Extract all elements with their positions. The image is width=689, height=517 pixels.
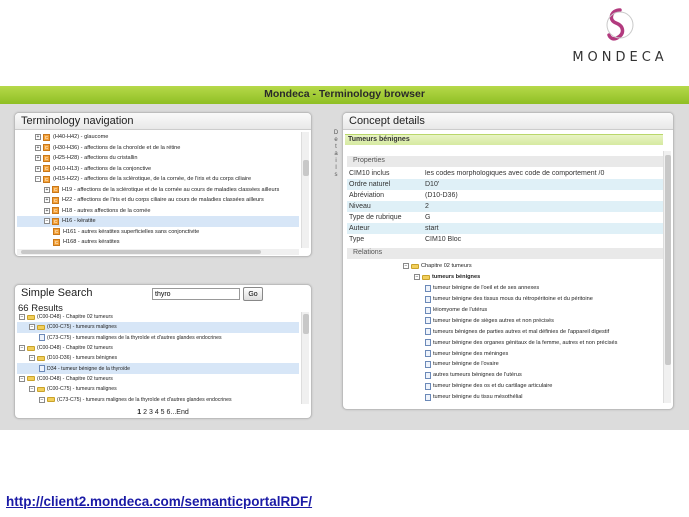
results-count: 66 Results xyxy=(18,303,63,314)
relation-label: tumeur bénigne des tissus mous du rétropéritoine et du péritoine xyxy=(433,296,593,303)
relation-label: tumeur bénigne de l'ovaire xyxy=(433,361,499,368)
property-row xyxy=(347,212,663,223)
tree-row-label: (H40-H42) - glaucome xyxy=(53,134,109,141)
property-row xyxy=(347,168,663,179)
page-current: 1 xyxy=(137,409,142,416)
relations-header[interactable]: Relations xyxy=(347,248,663,259)
relation-label: tumeur bénigne des organes génitaux de la femme, autres et non précisés xyxy=(433,339,618,346)
document-icon xyxy=(425,372,431,379)
relation-row[interactable] xyxy=(403,272,659,283)
relation-row[interactable] xyxy=(403,315,659,326)
relation-label: tumeurs bénignes xyxy=(432,274,481,281)
vertical-scrollbar[interactable] xyxy=(663,151,671,403)
concept-details-panel xyxy=(342,112,674,410)
folder-icon xyxy=(37,325,45,330)
result-row[interactable] xyxy=(17,394,299,404)
property-value: 2 xyxy=(425,203,429,210)
tree-row-label: H168 - autres kératites xyxy=(63,239,120,246)
folder-icon xyxy=(27,376,35,381)
property-value: start xyxy=(425,225,439,232)
result-label: D34 - tumeur bénigne de la thyroïde xyxy=(47,365,131,372)
expand-icon[interactable]: + xyxy=(36,134,40,141)
portal-url-link[interactable]: http://client2.mondeca.com/semanticportalRDF/ xyxy=(6,494,313,509)
collapse-icon[interactable]: + xyxy=(45,207,49,214)
document-icon xyxy=(425,307,431,314)
tree-row[interactable] xyxy=(17,227,299,238)
vertical-scrollbar[interactable] xyxy=(301,132,309,248)
relation-row[interactable] xyxy=(403,337,659,348)
relation-row[interactable] xyxy=(403,305,659,316)
collapse-icon[interactable]: − xyxy=(404,263,408,270)
properties-table xyxy=(347,168,663,245)
concept-icon: C xyxy=(44,155,49,161)
concept-icon: C xyxy=(44,134,49,140)
property-value: D10' xyxy=(425,181,440,188)
property-value: les codes morphologiques avec code de comportement /0 xyxy=(425,170,605,177)
relation-row[interactable] xyxy=(403,392,659,403)
folder-icon xyxy=(27,346,35,351)
page-link[interactable]: 5 xyxy=(160,409,165,416)
concept-name: Tumeurs bénignes xyxy=(345,134,663,145)
page-link[interactable]: 4 xyxy=(154,409,159,416)
result-label: (C00-D48) - Chapitre 02 tumeurs xyxy=(37,314,113,321)
tree-row[interactable] xyxy=(17,206,299,217)
page-link[interactable]: 3 xyxy=(148,409,153,416)
horizontal-scrollbar[interactable] xyxy=(17,249,299,255)
pagination xyxy=(15,409,311,416)
tree-row[interactable] xyxy=(17,216,299,227)
result-label: (C00-C75) - tumeurs malignes xyxy=(47,386,117,393)
property-key: Niveau xyxy=(349,203,371,210)
collapse-icon[interactable]: − xyxy=(30,355,34,362)
terminology-tree xyxy=(17,132,299,248)
app-title: Mondeca - Terminology browser xyxy=(264,88,425,100)
collapse-icon[interactable]: − xyxy=(30,324,34,331)
document-icon xyxy=(425,296,431,303)
tree-row[interactable] xyxy=(17,153,299,164)
panel-title: Concept details xyxy=(343,113,673,130)
tree-row-label: H18 - autres affections de la cornée xyxy=(62,207,151,214)
properties-header[interactable]: Properties xyxy=(347,156,663,167)
property-key: Type xyxy=(349,236,365,243)
result-row[interactable] xyxy=(17,363,299,373)
folder-icon xyxy=(27,315,35,320)
result-row[interactable] xyxy=(17,343,299,353)
tree-row-label: H22 - affections de l'iris et du corps ciliaire au cours de maladies classées ailleurs xyxy=(62,197,264,204)
tree-row-label: (H30-H36) - affections de la choroïde et de la rétine xyxy=(53,144,181,151)
page-link[interactable]: 6 xyxy=(166,409,171,416)
go-button[interactable]: Go xyxy=(243,287,263,301)
concept-icon: C xyxy=(44,145,49,151)
details-collapsed-strip[interactable]: D e t a i l s xyxy=(333,130,339,178)
result-label: (D10-D36) - tumeurs bénignes xyxy=(47,355,118,362)
search-results-list xyxy=(17,312,299,404)
page-link[interactable]: 2 xyxy=(143,409,147,416)
relation-row[interactable] xyxy=(403,381,659,392)
tree-row[interactable] xyxy=(17,185,299,196)
result-label: (C00-D48) - Chapitre 02 tumeurs xyxy=(37,345,113,352)
expand-icon[interactable]: + xyxy=(36,144,40,151)
concept-icon: C xyxy=(44,176,49,182)
document-icon xyxy=(425,361,431,368)
result-label: (C00-D48) - Chapitre 02 tumeurs xyxy=(37,375,113,382)
terminology-browser-app xyxy=(0,86,689,430)
folder-icon xyxy=(411,264,419,269)
property-key: Ordre naturel xyxy=(349,181,391,188)
tree-row[interactable] xyxy=(17,174,299,185)
tree-row[interactable] xyxy=(17,132,299,143)
terminology-navigation-panel xyxy=(14,112,312,257)
mondeca-logo-icon xyxy=(603,6,637,46)
result-label: (C73-C75) - tumeurs malignes de la thyroïde et d'autres glandes endocrines xyxy=(57,396,232,403)
relation-row[interactable] xyxy=(403,326,659,337)
collapse-icon[interactable]: + xyxy=(45,186,49,193)
relation-label: tumeur bénigne des méninges xyxy=(433,350,509,357)
folder-icon xyxy=(37,356,45,361)
result-row[interactable] xyxy=(17,312,299,322)
tree-row[interactable] xyxy=(17,237,299,248)
result-row[interactable] xyxy=(17,333,299,343)
property-key: Auteur xyxy=(349,225,370,232)
property-row xyxy=(347,190,663,201)
property-row xyxy=(347,223,663,234)
property-row xyxy=(347,234,663,245)
page-end-link[interactable]: End xyxy=(176,409,189,416)
relation-row[interactable] xyxy=(403,283,659,294)
relation-label: tumeur bénigne des os et du cartilage articulaire xyxy=(433,383,553,390)
relation-label: tumeur bénigne de sièges autres et non précisés xyxy=(433,317,554,324)
vertical-scrollbar[interactable] xyxy=(301,312,309,404)
concept-icon: C xyxy=(53,197,58,203)
document-icon xyxy=(425,394,431,401)
tree-row-label: H19 - affections de la sclérotique et de la cornée au cours de maladies classées ailleurs xyxy=(62,186,280,193)
tree-row[interactable] xyxy=(17,143,299,154)
tree-row-label: (H25-H28) - affections du cristallin xyxy=(53,155,138,162)
concept-icon: C xyxy=(44,166,49,172)
relations-tree xyxy=(403,261,659,403)
collapse-icon[interactable]: + xyxy=(45,197,49,204)
result-row[interactable] xyxy=(17,353,299,363)
document-icon xyxy=(39,334,45,341)
mondeca-logo xyxy=(565,6,675,66)
concept-icon: C xyxy=(53,187,58,193)
expand-icon[interactable]: + xyxy=(36,165,40,172)
relation-row[interactable] xyxy=(403,261,659,272)
app-banner xyxy=(0,86,689,104)
property-row xyxy=(347,179,663,190)
concept-icon: C xyxy=(54,229,59,235)
relation-row[interactable] xyxy=(403,348,659,359)
collapse-icon[interactable]: − xyxy=(20,345,24,352)
expand-icon[interactable]: + xyxy=(36,155,40,162)
page-ellipsis: ... xyxy=(170,409,177,416)
document-icon xyxy=(425,350,431,357)
document-icon xyxy=(425,339,431,346)
property-key: Abréviation xyxy=(349,192,385,199)
search-input[interactable] xyxy=(152,288,240,300)
relation-label: tumeur bénigne de l'oeil et de ses annexes xyxy=(433,285,540,292)
property-row xyxy=(347,201,663,212)
collapse-icon[interactable]: − xyxy=(40,396,44,403)
relation-label: Chapitre 02 tumeurs xyxy=(421,263,472,270)
panel-title: Terminology navigation xyxy=(15,113,311,130)
tree-row[interactable] xyxy=(17,248,299,249)
relation-row[interactable] xyxy=(403,359,659,370)
collapse-icon[interactable]: − xyxy=(30,386,34,393)
collapse-icon[interactable]: − xyxy=(45,218,49,225)
relation-label: tumeurs bénignes de parties autres et mal définies de l'appareil digestif xyxy=(433,328,610,335)
property-value: G xyxy=(425,214,431,221)
collapse-icon[interactable]: − xyxy=(36,176,40,183)
result-label: (C00-C75) - tumeurs malignes xyxy=(47,324,117,331)
concept-icon: C xyxy=(54,239,59,245)
collapse-icon[interactable]: − xyxy=(20,375,24,382)
tree-row-label: (H10-H13) - affections de la conjonctive xyxy=(53,165,152,172)
result-row[interactable] xyxy=(17,384,299,394)
panel-title: Simple Search xyxy=(21,287,93,299)
concept-icon: C xyxy=(53,208,58,214)
document-icon xyxy=(425,317,431,324)
document-icon xyxy=(425,328,431,335)
relation-row[interactable] xyxy=(403,294,659,305)
tree-row-label: H161 - autres kératites superficielles sans conjonctivite xyxy=(63,228,200,235)
document-icon xyxy=(39,365,45,372)
relation-label: tumeur bénigne du tissu mésothélial xyxy=(433,394,523,401)
result-row[interactable] xyxy=(17,322,299,332)
folder-icon xyxy=(47,397,55,402)
tree-row[interactable] xyxy=(17,195,299,206)
property-value: CIM10 Bloc xyxy=(425,236,462,243)
relation-row[interactable] xyxy=(403,370,659,381)
relation-label: autres tumeurs bénignes de l'utérus xyxy=(433,372,522,379)
tree-row[interactable] xyxy=(17,164,299,175)
result-row[interactable] xyxy=(17,374,299,384)
relation-label: léiomyome de l'utérus xyxy=(433,307,488,313)
tree-row-label: (H15-H22) - affections de la sclérotique, de la cornée, de l'iris et du corps ciliaire xyxy=(53,176,252,183)
folder-icon xyxy=(37,387,45,392)
concept-icon: C xyxy=(53,218,58,224)
document-icon xyxy=(425,383,431,390)
collapse-icon[interactable]: − xyxy=(415,274,419,281)
logo-text: MONDECA xyxy=(572,50,668,65)
result-label: (C73-C75) - tumeurs malignes de la thyroïde et d'autres glandes endocrines xyxy=(47,334,222,341)
property-value: (D10-D36) xyxy=(425,192,458,199)
document-icon xyxy=(425,285,431,292)
property-key: CIM10 inclus xyxy=(349,170,390,177)
folder-icon xyxy=(422,275,430,280)
tree-row-label: H16 - kératite xyxy=(62,218,96,225)
property-key: Type de rubrique xyxy=(349,214,402,221)
simple-search-panel xyxy=(14,284,312,419)
collapse-icon[interactable]: − xyxy=(20,314,24,321)
